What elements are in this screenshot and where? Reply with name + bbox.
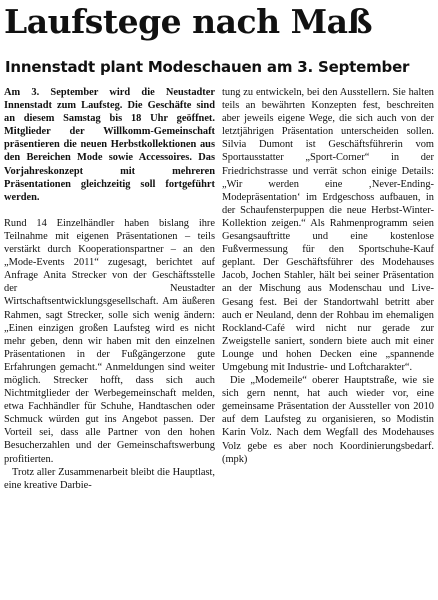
article-lead: Am 3. September wird die Neustadter Innenstadt zum Laufsteg. Die Geschäfte sind an diesem Samstag bis 18 Uhr geöffnet. Mitglieder der Willkomm-Gemeinschaft präsentieren die neuen Herbstkollektionen aus den Bereichen Mode sowie Accessoires. Das Vorjahreskonzept mit mehreren Präsentationen gleichzeitig soll fortgeführt werden.	[4, 87, 215, 203]
article-paragraph-2-start: Trotz aller Zusammenarbeit bleibt die Hauptlast, eine kreative Darbie-	[4, 466, 215, 491]
article-column-right	[222, 86, 434, 598]
article-column-left	[4, 86, 215, 598]
article-paragraph-2-continued: tung zu entwickeln, bei den Ausstellern. Sie halten teils an bewährten Konzepten fest, beschreiten aber jeweils eigene Wege, die sich auch von der letztjährigen Präsentation unterscheiden sollen. Silvia Dumont ist Geschäftsführerin vom Sportausstatter „Sport-Corner“ in der Friedrichstrasse und verrät schon einige Details: „Wir werden eine ‚Never-Ending-Modepräsentation‘ im Erdgeschoss aufbauen, in der Schaufensterpuppen die neue Herbst-Winter-Kollektion zeigen.“ Als Rahmenprogramm seien Gesangsauftritte und eine kostenlose Fußvermessung für den Sportschuhe-Kauf geplant. Der Geschäftsführer des Modehauses Jacob, Jochen Stahler, hält bei seiner Präsentation an der Mischung aus Modenschau und Live-Gesang fest. Bei der Standortwahl betritt aber auch er Neuland, denn der Rohbau im ehemaligen Rockland-Café wird nicht nur gerade zur Zweigstelle saniert, sondern biete auch mit einer Lounge und hohen Decken eine „spannende Umgebung mit Industrie- und Loftcharakter“.	[222, 87, 434, 373]
headline: Laufstege nach Maß	[4, 2, 373, 41]
article-paragraph-3: Die „Modemeile“ oberer Hauptstraße, wie sie sich gern nennt, hat auch wieder vor, eine gemeinsame Präsentation der Aussteller von 2010 auf dem Laufsteg zu organisieren, so Modistin Karin Volz. Nach dem Wegfall des Modehauses Volz gebe es aber noch Koordinierungsbedarf. (mpk)	[222, 375, 434, 465]
subheadline: Innenstadt plant Modeschauen am 3. September	[5, 58, 410, 76]
article-paragraph-1: Rund 14 Einzelhändler haben bislang ihre Teilnahme mit eigenen Präsentationen – teils verstärkt durch Kooperationspartner – an den „Mode-Events 2011“ zugesagt, berichtet auf Anfrage Anita Strecker von der Geschäftsstelle der Neustadter Wirtschaftsentwicklungsgesellschaft. Am äußeren Rahmen, sagt Strecker, solle sich wenig ändern: „Einen einzigen großen Laufsteg wird es nicht mehr geben, denn wir haben mit den einzelnen Präsentationen in der Fußgängerzone gute Erfahrungen gemacht.“ Anmeldungen sind weiter möglich. Strecker hofft, dass sich auch Nichtmitglieder der Werbegemeinschaft melden, etwa Fachhändler für Schuhe, Handtaschen oder Schmuck würden gut ins Angebot passen. Der Vorteil sei, dass alle Partner von den hohen Besucherzahlen und der Gemeinschaftswerbung profitierten.	[4, 217, 215, 465]
